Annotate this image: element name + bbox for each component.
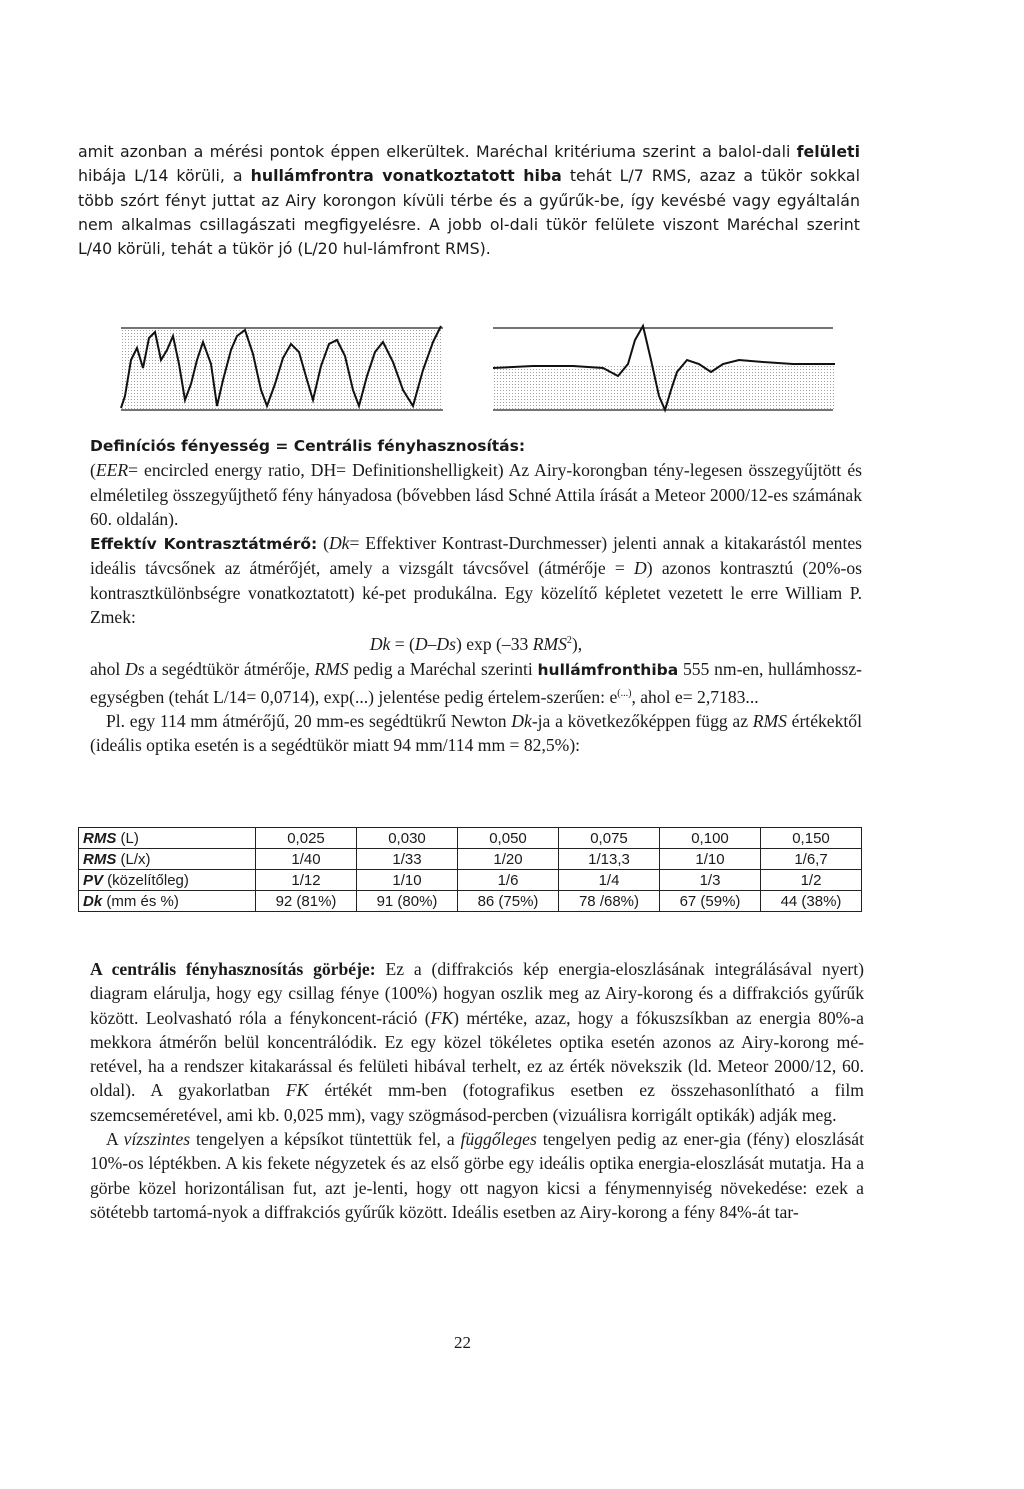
text-run: –: [427, 634, 437, 655]
heading: A centrális fényhasznosítás görbéje:: [90, 959, 376, 979]
row-header-unit: (mm és %): [102, 892, 179, 910]
text-run: a segédtükör átmérője,: [144, 658, 315, 679]
bold-run: hullámfrontra vonatkoztatott hiba: [250, 166, 562, 186]
bold-run: hullámfronthiba: [537, 660, 679, 679]
rms-dk-table: [78, 827, 862, 912]
table-cell: 1/2: [761, 870, 862, 891]
italic-run: Dk: [328, 533, 350, 554]
italic-run: FK: [430, 1007, 454, 1028]
table-cell: 44 (38%): [761, 891, 862, 912]
intro-paragraph: [78, 140, 860, 261]
table-cell: 0,050: [458, 828, 559, 849]
text-run: tengelyen a képsíkot tüntettük fel, a: [190, 1129, 461, 1150]
text-run: értékektől (ideális optika esetén is a segédtükör miatt 94 mm/114 mm = 82,5%):: [90, 710, 862, 756]
row-header-unit: (L/x): [116, 850, 151, 868]
row-header: [79, 891, 256, 912]
italic-run: függőleges: [460, 1129, 537, 1150]
axes-paragraph: [90, 1127, 864, 1224]
text-run: , ahol e= 2,7183...: [631, 686, 759, 707]
table-cell: 0,100: [660, 828, 761, 849]
central-light-section: [90, 957, 864, 1224]
table-body: [79, 828, 862, 912]
italic-run: EER: [95, 460, 129, 481]
table-cell: 1/4: [559, 870, 660, 891]
table-cell: 1/20: [458, 849, 559, 870]
table-cell: 1/10: [357, 870, 458, 891]
table-cell: 0,030: [357, 828, 458, 849]
text-run: ahol: [90, 658, 126, 679]
text-run: pedig a Maréchal szerinti: [348, 658, 538, 679]
italic-run: FK: [285, 1080, 309, 1101]
row-header: [79, 828, 256, 849]
row-header-symbol: PV: [83, 871, 104, 889]
text-run: = encircled energy ratio, DH= Definitionshelligkeit) Az Airy-korongban tény-legesen összegyűjtött és elméletileg összegyűjthető fény hányadosa (bővebben lásd Schné Attila írását a Meteor 2000/12-es számának 60. oldalán).: [90, 460, 862, 529]
table-cell: 1/3: [660, 870, 761, 891]
table-cell: 1/10: [660, 849, 761, 870]
text-run: tengelyen pedig az ener-gia (fény) eloszlását 10%-os léptékben. A kis fekete négyzetek és az első görbe egy ideális optika energia-eloszlását mutatja. Ha a görbe közel horizontálisan fut, azt je-lenti, hogy ott nagyon kicsi a fénymennyiség növekedése: ezek a sötétebb tartomá-nyok a diffrakciós gyűrűk között. Ideális esetben az Airy-korong a fény 84%-át tar-: [90, 1129, 864, 1222]
table-row: [79, 870, 862, 891]
table-row: [79, 891, 862, 912]
table-cell: 92 (81%): [256, 891, 357, 912]
table-cell: 1/6: [458, 870, 559, 891]
italic-run: Ds: [125, 658, 145, 679]
table-cell: 0,075: [559, 828, 660, 849]
def-ds-text: [90, 657, 862, 709]
italic-run: RMS: [532, 634, 567, 655]
def-eer-heading: [90, 433, 862, 458]
text-run: ),: [571, 634, 583, 655]
italic-run: RMS: [314, 658, 349, 679]
right-profile: [493, 326, 835, 410]
heading: Effektív Kontrasztátmérő:: [90, 535, 318, 554]
table-row: [79, 828, 862, 849]
text-run: hibája L/14 körüli, a: [78, 166, 251, 186]
table-cell: 78 /68%): [559, 891, 660, 912]
row-header-symbol: RMS: [83, 850, 117, 868]
text-run: Pl. egy 114 mm átmérőjű, 20 mm-es segédtükrű Newton: [106, 710, 512, 731]
text-run: ) mértéke, azaz, hogy a fókuszsíkban az energia 80%-a mekkora átmérőn belül koncentrálódik. Ez egy közel tökéletes optika esetén azonos az Airy-korong mé-retével, ha a rendszer kitakarással és felületi hibával terhelt, ez az érték növekszik (ld. Meteor 2000/12, 60. oldal). A gyakorlatban: [90, 1007, 864, 1101]
row-header-unit: (L): [116, 829, 139, 847]
text-run: amit azonban a mérési pontok éppen elkerültek. Maréchal kritériuma szerint a balol-dali: [78, 142, 797, 161]
text-run: ) azonos kontrasztú (20%-os kontrasztkülönbségre vonatkoztatott) ké-pet produkálna. Egy közelítő képletet vezetett le erre William P. Zmek:: [90, 558, 862, 628]
wavefront-profile-figure: [103, 320, 843, 420]
text-run: ) exp (–33: [455, 634, 533, 655]
superscript: (...): [617, 687, 632, 699]
italic-run: D: [414, 634, 428, 655]
row-header-symbol: RMS: [83, 829, 117, 847]
text-run: = Effektiver Kontrast-Durchmesser) jelenti annak a kitakarástól mentes ideális távcsőnek az átmérőjét, amely a vizsgált távcsővel (átmérője =: [90, 533, 862, 579]
table-cell: 1/6,7: [761, 849, 862, 870]
text-run: (: [317, 533, 329, 554]
table-cell: 1/33: [357, 849, 458, 870]
italic-run: Ds: [436, 634, 456, 655]
text-run: (: [90, 460, 96, 481]
def-dk-text: [90, 531, 862, 629]
italic-run: RMS: [752, 710, 787, 731]
text-run: -ja a következőképpen függ az: [531, 710, 753, 731]
text-run: értékét mm-ben (fotografikus esetben ez összehasonlítható a film szemcseméretével, ami kb. 0,025 mm), vagy szögmásod-percben (vizuálisra korrigált optikák) adják meg.: [90, 1080, 864, 1125]
heading: Definíciós fényesség = Centrális fényhasznosítás:: [90, 437, 526, 455]
row-header: [79, 870, 256, 891]
row-header: [79, 849, 256, 870]
table-cell: 67 (59%): [660, 891, 761, 912]
table-cell: 86 (75%): [458, 891, 559, 912]
definitions-section: [90, 433, 862, 758]
left-profile: [121, 326, 443, 410]
bold-run: felületi: [796, 142, 860, 161]
italic-run: vízszintes: [123, 1129, 191, 1150]
curve-paragraph: [90, 957, 864, 1127]
text-run: 555 nm-en, hullámhossz-egységben (tehát L/14= 0,0714), exp(...) jelentése pedig értelem-szerűen: e: [90, 658, 862, 707]
page-number: 22: [454, 1333, 471, 1352]
def-eer-text: [90, 458, 862, 531]
table-row: [79, 849, 862, 870]
table-cell: 0,150: [761, 828, 862, 849]
table-cell: 1/12: [256, 870, 357, 891]
superscript: 2: [566, 635, 572, 647]
text-run: tehát L/7 RMS, azaz a tükör sokkal több szórt fényt juttat az Airy korongon kívüli térbe és a gyűrűk-be, így kevésbé vagy egyáltalán nem alkalmas csillagászati megfigyelésre. A jobb ol-dali tükör felülete viszont Maréchal szerint L/40 körüli, tehát a tükör jó (L/20 hul-lámfront RMS).: [78, 166, 860, 259]
italic-run: Dk: [511, 710, 532, 731]
dk-formula: [90, 629, 862, 656]
table-cell: 91 (80%): [357, 891, 458, 912]
table-cell: 0,025: [256, 828, 357, 849]
italic-run: D: [634, 558, 647, 579]
text-run: = (: [390, 634, 415, 655]
row-header-symbol: Dk: [83, 892, 103, 910]
table-cell: 1/40: [256, 849, 357, 870]
italic-run: Dk: [369, 634, 391, 655]
example-text: [90, 709, 862, 758]
row-header-unit: (közelítőleg): [103, 871, 189, 889]
text-run: A: [106, 1129, 124, 1150]
table-cell: 1/13,3: [559, 849, 660, 870]
text-run: Ez a (diffrakciós kép energia-eloszlásának integrálásával nyert) diagram elárulja, hogy egy csillag fénye (100%) hogyan oszlik meg az Airy-korong és a diffrakciós gyűrűk között. Leolvasható róla a fénykoncent-ráció (: [90, 959, 864, 1028]
intro-text: [78, 140, 860, 261]
